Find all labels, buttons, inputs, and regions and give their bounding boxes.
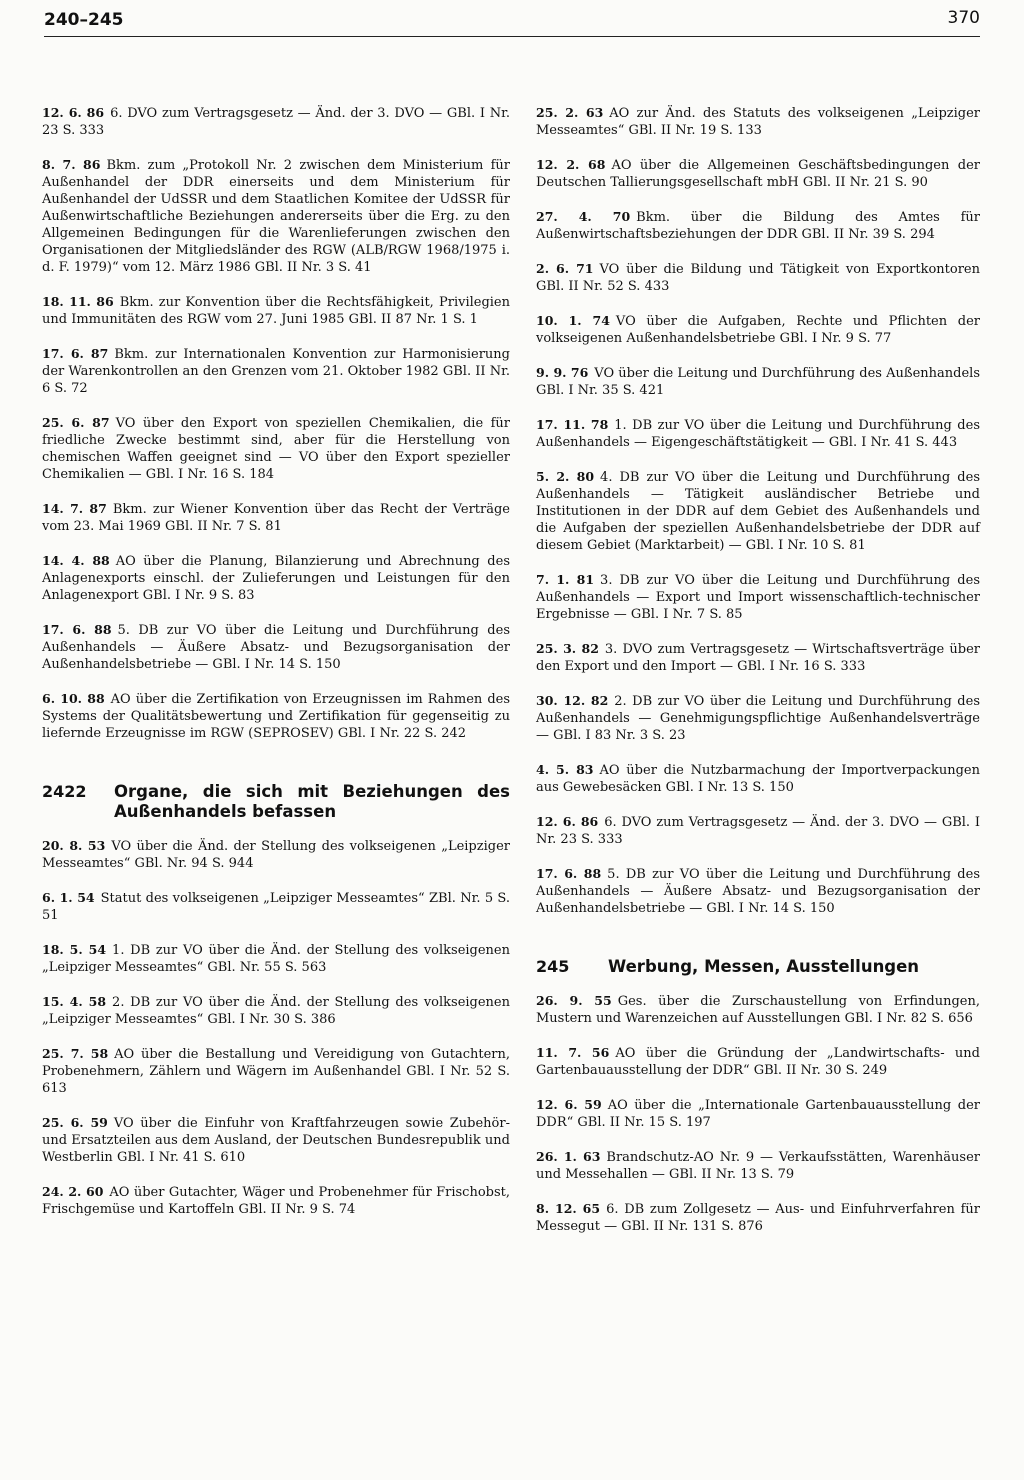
list-item bbox=[42, 690, 510, 742]
entry-date: 30. 12. 82 bbox=[536, 693, 609, 708]
entry-date: 26. 1. 63 bbox=[536, 1149, 601, 1164]
list-item bbox=[536, 416, 980, 451]
entry-date: 17. 6. 88 bbox=[536, 866, 602, 881]
list-item bbox=[42, 552, 510, 604]
section-range: 240–245 bbox=[44, 10, 124, 30]
entry-date: 6. 10. 88 bbox=[42, 691, 105, 706]
list-item bbox=[42, 500, 510, 535]
list-item bbox=[42, 345, 510, 397]
entry-date: 2. 6. 71 bbox=[536, 261, 594, 276]
entry-text: VO über den Export von speziellen Chemikalien, die für friedliche Zwecke bestimmt sind, aber für die Herstellung von chemischen Waffen geeignet sind — VO über den Export spezieller Chemikalien — GBl. I Nr. 16 S. 184 bbox=[42, 416, 510, 482]
list-item bbox=[536, 571, 980, 623]
entry-date: 8. 12. 65 bbox=[536, 1201, 601, 1216]
entry-text: VO über die Leitung und Durchführung des Außenhandels GBl. I Nr. 35 S. 421 bbox=[536, 366, 980, 398]
list-item bbox=[42, 621, 510, 673]
list-item bbox=[536, 1096, 980, 1131]
entry-date: 12. 2. 68 bbox=[536, 157, 606, 172]
entry-text: 6. DVO zum Vertragsgesetz — Änd. der 3. DVO — GBl. I Nr. 23 S. 333 bbox=[536, 815, 980, 847]
entry-date: 8. 7. 86 bbox=[42, 157, 101, 172]
entry-text: Brandschutz-AO Nr. 9 — Verkaufsstätten, Warenhäuser und Messehallen — GBl. II Nr. 13 S. 79 bbox=[536, 1150, 980, 1182]
entry-date: 12. 6. 59 bbox=[536, 1097, 602, 1112]
entry-text: 4. DB zur VO über die Leitung und Durchführung des Außenhandels — Tätigkeit ausländischer Betriebe und Institutionen in der DDR auf dem Gebiet des Außenhandels und die Aufgaben der speziellen Außenhandelsbetriebe der DDR auf diesem Gebiet (Marktarbeit) — GBl. I Nr. 10 S. 81 bbox=[536, 470, 980, 553]
entry-text: Ges. über die Zurschaustellung von Erfindungen, Mustern und Warenzeichen auf Ausstellungen GBl. I Nr. 82 S. 656 bbox=[536, 994, 980, 1026]
entry-text: AO über die Zertifikation von Erzeugnissen im Rahmen des Systems der Qualitätsbewertung und Zertifikation für gegenseitig zu liefernde Erzeugnisse im RGW (SEPROSEV) GBl. I Nr. 22 S. 242 bbox=[42, 692, 511, 741]
entry-date: 10. 1. 74 bbox=[536, 313, 610, 328]
entry-text: 6. DVO zum Vertragsgesetz — Änd. der 3. DVO — GBl. I Nr. 23 S. 333 bbox=[42, 106, 510, 138]
list-item bbox=[536, 312, 980, 347]
entry-text: VO über die Änd. der Stellung des volkseigenen „Leipziger Messeamtes“ GBl. Nr. 94 S. 944 bbox=[42, 839, 510, 871]
list-item bbox=[42, 1183, 510, 1218]
entry-date: 11. 7. 56 bbox=[536, 1045, 610, 1060]
entry-text: VO über die Aufgaben, Rechte und Pflichten der volkseigenen Außenhandelsbetriebe GBl. I Nr. 9 S. 77 bbox=[536, 314, 980, 346]
entry-text: AO zur Änd. des Statuts des volkseigenen „Leipziger Messeamtes“ GBl. II Nr. 19 S. 133 bbox=[536, 106, 980, 138]
entry-date: 5. 2. 80 bbox=[536, 469, 595, 484]
entry-date: 9. 9. 76 bbox=[536, 365, 589, 380]
list-item bbox=[536, 865, 980, 917]
list-item bbox=[536, 468, 980, 554]
list-item bbox=[536, 156, 980, 191]
entry-text: AO über die Nutzbarmachung der Importverpackungen aus Gewebesäcken GBl. I Nr. 13 S. 150 bbox=[536, 763, 980, 795]
entry-text: AO über die Planung, Bilanzierung und Abrechnung des Anlagenexports einschl. der Zulieferungen und Leistungen für den Anlagenexport GBl. I Nr. 9 S. 83 bbox=[42, 554, 510, 603]
list-item bbox=[536, 640, 980, 675]
entry-text: VO über die Bildung und Tätigkeit von Exportkontoren GBl. II Nr. 52 S. 433 bbox=[536, 262, 981, 294]
entry-date: 25. 2. 63 bbox=[536, 105, 604, 120]
entry-date: 15. 4. 58 bbox=[42, 994, 107, 1009]
section-number: 2422 bbox=[42, 782, 87, 801]
entry-date: 17. 11. 78 bbox=[536, 417, 609, 432]
list-item bbox=[42, 1114, 510, 1166]
entry-text: 2. DB zur VO über die Änd. der Stellung des volkseigenen „Leipziger Messeamtes“ GBl. I Nr. 30 S. 386 bbox=[42, 995, 510, 1027]
left-column bbox=[42, 104, 510, 1235]
entry-text: AO über die Gründung der „Landwirtschafts- und Gartenbauausstellung der DDR“ GBl. II Nr. 30 S. 249 bbox=[536, 1046, 980, 1078]
page-number: 370 bbox=[947, 8, 980, 28]
entry-date: 18. 11. 86 bbox=[42, 294, 114, 309]
entry-text: Statut des volkseigenen „Leipziger Messeamtes“ ZBl. Nr. 5 S. 51 bbox=[42, 891, 510, 923]
list-item bbox=[42, 1045, 510, 1097]
list-item bbox=[536, 104, 980, 139]
entry-date: 14. 7. 87 bbox=[42, 501, 107, 516]
list-item bbox=[536, 1044, 980, 1079]
entry-date: 25. 3. 82 bbox=[536, 641, 599, 656]
header-rule bbox=[44, 36, 980, 37]
entry-date: 27. 4. 70 bbox=[536, 209, 631, 224]
entry-text: AO über die Bestallung und Vereidigung von Gutachtern, Probenehmern, Zählern und Wägern im Außenhandel GBl. I Nr. 52 S. 613 bbox=[42, 1047, 510, 1096]
section-number: 245 bbox=[536, 957, 570, 976]
list-item bbox=[536, 364, 980, 399]
entry-text: 5. DB zur VO über die Leitung und Durchführung des Außenhandels — Äußere Absatz- und Bezugsorganisation der Außenhandelsbetriebe — GBl. I Nr. 14 S. 150 bbox=[42, 623, 510, 672]
list-item bbox=[536, 1200, 980, 1235]
list-item bbox=[42, 941, 510, 976]
entry-date: 4. 5. 83 bbox=[536, 762, 594, 777]
list-item bbox=[536, 813, 980, 848]
list-item bbox=[536, 692, 980, 744]
entry-date: 17. 6. 88 bbox=[42, 622, 112, 637]
list-item bbox=[42, 104, 510, 139]
entry-text: Bkm. zur Konvention über die Rechtsfähigkeit, Privilegien und Immunitäten des RGW vom 27. Juni 1985 GBl. II 87 Nr. 1 S. 1 bbox=[42, 295, 511, 327]
entry-text: Bkm. zur Wiener Konvention über das Recht der Verträge vom 23. Mai 1969 GBl. II Nr. 7 S. 81 bbox=[42, 502, 510, 534]
entry-date: 25. 7. 58 bbox=[42, 1046, 109, 1061]
entry-date: 12. 6. 86 bbox=[536, 814, 599, 829]
entry-text: Bkm. zum „Protokoll Nr. 2 zwischen dem Ministerium für Außenhandel der DDR einerseits und dem Ministerium für Außenhandel der UdSSR und dem Staatlichen Komitee der UdSSR für Außenwirtschaftliche Beziehungen andererseits über die Erg. zu den Allgemeinen Bedingungen für die Warenlieferungen zwischen den Organisationen der Mitgliedsländer des RGW (ALB/RGW 1968/1975 i. d. F. 1979)“ vom 12. März 1986 GBl. II Nr. 3 S. 41 bbox=[42, 158, 510, 275]
entry-date: 14. 4. 88 bbox=[42, 553, 110, 568]
entry-date: 26. 9. 55 bbox=[536, 993, 612, 1008]
entry-date: 6. 1. 54 bbox=[42, 890, 95, 905]
list-item bbox=[42, 889, 510, 924]
list-item bbox=[536, 761, 980, 796]
entry-date: 25. 6. 87 bbox=[42, 415, 110, 430]
section-heading bbox=[42, 782, 510, 822]
entry-date: 20. 8. 53 bbox=[42, 838, 106, 853]
entry-date: 18. 5. 54 bbox=[42, 942, 107, 957]
list-item bbox=[536, 208, 980, 243]
entry-text: 1. DB zur VO über die Änd. der Stellung des volkseigenen „Leipziger Messeamtes“ GBl. Nr. 55 S. 563 bbox=[42, 943, 510, 975]
page-header bbox=[0, 0, 1024, 40]
entry-text: 3. DVO zum Vertragsgesetz — Wirtschaftsverträge über den Export und den Import — GBl. I Nr. 16 S. 333 bbox=[536, 642, 980, 674]
entry-date: 25. 6. 59 bbox=[42, 1115, 108, 1130]
list-item bbox=[42, 993, 510, 1028]
list-item bbox=[42, 156, 510, 276]
entry-date: 24. 2. 60 bbox=[42, 1184, 104, 1199]
section-title: Organe, die sich mit Beziehungen des Außenhandels befassen bbox=[114, 782, 510, 821]
entry-text: VO über die Einfuhr von Kraftfahrzeugen sowie Zubehör- und Ersatzteilen aus dem Ausland, der Deutschen Bundesrepublik und Westberlin GBl. I Nr. 41 S. 610 bbox=[42, 1116, 510, 1165]
entry-date: 7. 1. 81 bbox=[536, 572, 595, 587]
entry-text: 1. DB zur VO über die Leitung und Durchführung des Außenhandels — Eigengeschäftstätigkeit — GBl. I Nr. 41 S. 443 bbox=[536, 418, 980, 450]
list-item bbox=[536, 992, 980, 1027]
section-title: Werbung, Messen, Ausstellungen bbox=[608, 957, 920, 976]
section-heading bbox=[536, 957, 980, 977]
entry-text: Bkm. über die Bildung des Amtes für Außenwirtschaftsbeziehungen der DDR GBl. II Nr. 39 S. 294 bbox=[536, 210, 980, 242]
right-column bbox=[536, 104, 980, 1252]
entry-date: 17. 6. 87 bbox=[42, 346, 109, 361]
list-item bbox=[536, 260, 980, 295]
list-item bbox=[42, 293, 510, 328]
list-item bbox=[42, 414, 510, 483]
list-item bbox=[536, 1148, 980, 1183]
entry-text: 3. DB zur VO über die Leitung und Durchführung des Außenhandels — Export und Import wissenschaftlich-technischer Ergebnisse — GBl. I Nr. 7 S. 85 bbox=[536, 573, 980, 622]
list-item bbox=[42, 837, 510, 872]
entry-date: 12. 6. 86 bbox=[42, 105, 105, 120]
entry-text: 2. DB zur VO über die Leitung und Durchführung des Außenhandels — Genehmigungspflichtige Außenhandelsverträge — GBl. I 83 Nr. 3 S. 23 bbox=[536, 694, 980, 743]
entry-text: AO über Gutachter, Wäger und Probenehmer für Frischobst, Frischgemüse und Kartoffeln GBl. II Nr. 9 S. 74 bbox=[42, 1185, 510, 1217]
entry-text: 6. DB zum Zollgesetz — Aus- und Einfuhrverfahren für Messegut — GBl. II Nr. 131 S. 876 bbox=[536, 1202, 980, 1234]
entry-text: Bkm. zur Internationalen Konvention zur Harmonisierung der Warenkontrollen an den Grenzen vom 21. Oktober 1982 GBl. II Nr. 6 S. 72 bbox=[42, 347, 510, 396]
entry-text: AO über die „Internationale Gartenbauausstellung der DDR“ GBl. II Nr. 15 S. 197 bbox=[536, 1098, 980, 1130]
entry-text: AO über die Allgemeinen Geschäftsbedingungen der Deutschen Tallierungsgesellschaft mbH GBl. II Nr. 21 S. 90 bbox=[536, 158, 980, 190]
entry-text: 5. DB zur VO über die Leitung und Durchführung des Außenhandels — Äußere Absatz- und Bezugsorganisation der Außenhandelsbetriebe — GBl. I Nr. 14 S. 150 bbox=[536, 867, 980, 916]
